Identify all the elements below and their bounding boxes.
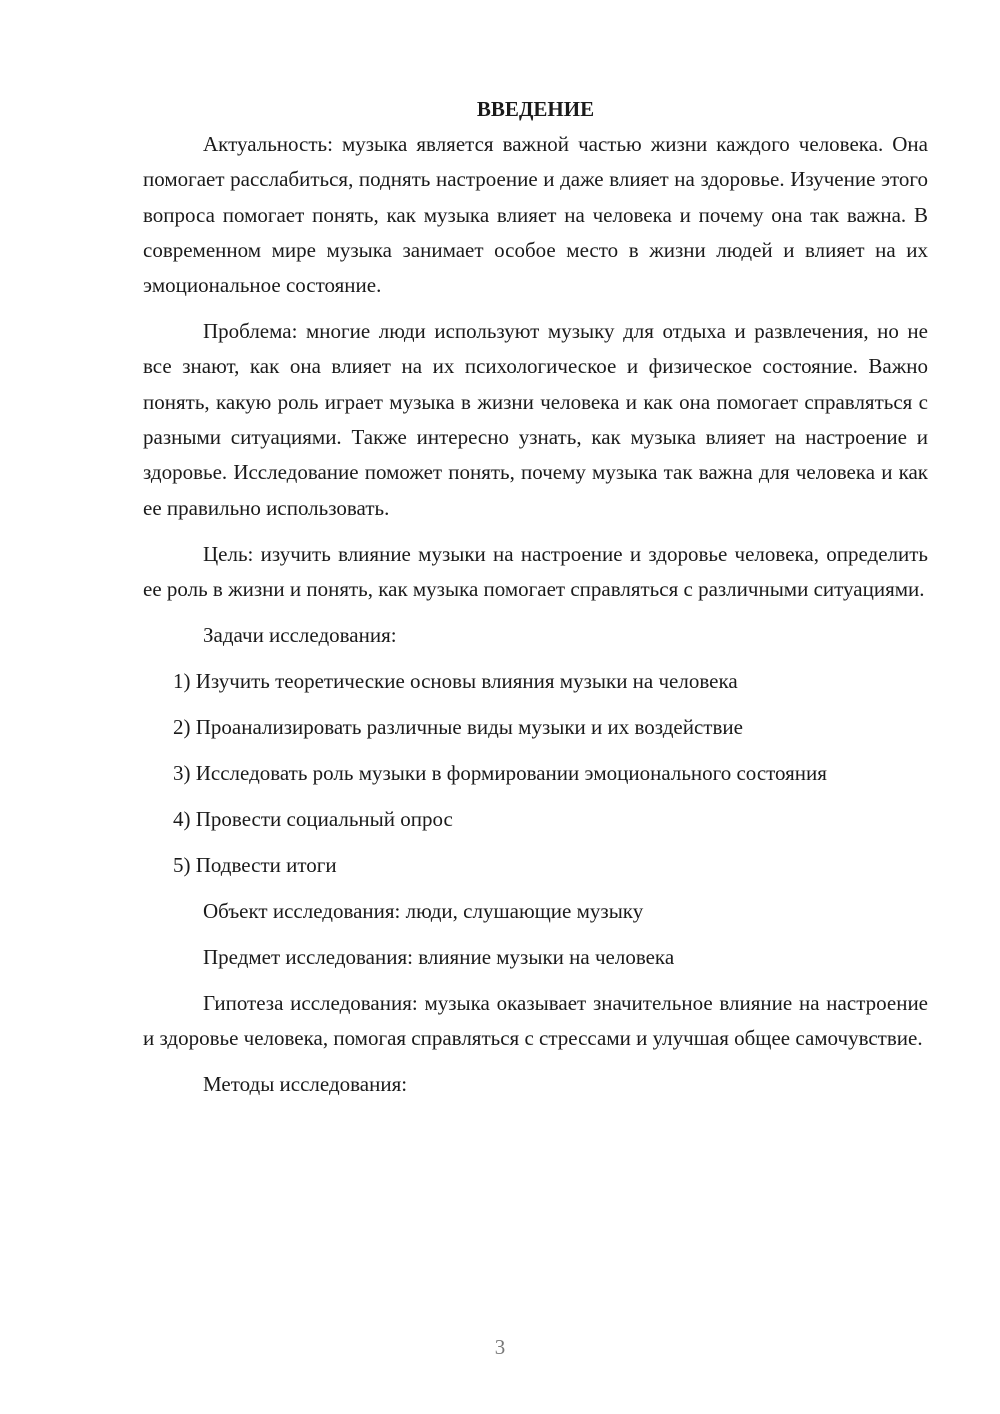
subject-paragraph: Предмет исследования: влияние музыки на человека [203,944,675,969]
goal-paragraph: Цель: изучить влияние музыки на настроение и здоровье человека, определить ее роль в жизни и понять, как музыка помогает справляться с различными ситуациями. [143,541,928,601]
relevance-paragraph: Актуальность: музыка является важной частью жизни каждого человека. Она помогает расслабиться, поднять настроение и даже влияет на здоровье. Изучение этого вопроса помогает понять, как музыка влияет на человека и почему она так важна. В современном мире музыка занимает особое место в жизни людей и влияет на их эмоциональное состояние. [143,132,928,298]
methods-heading: Методы исследования: [203,1072,408,1097]
document-page [143,92,928,1113]
section-title: ВВЕДЕНИЕ [476,97,595,121]
task-item: 1) Изучить теоретические основы влияния музыки на человека [173,668,738,693]
task-item: 3) Исследовать роль музыки в формировании эмоционального состояния [173,760,827,785]
tasks-heading: Задачи исследования: [203,622,397,647]
hypothesis-paragraph: Гипотеза исследования: музыка оказывает значительное влияние на настроение и здоровье человека, помогая справляться с стрессами и улучшая общее самочувствие. [143,990,928,1051]
problem-paragraph: Проблема: многие люди используют музыку для отдыха и развлечения, но не все знают, как она влияет на их психологическое и физическое состояние. Важно понять, какую роль играет музыка в жизни человека и как она помогает справляться с разными ситуациями. Также интересно узнать, как музыка влияет на настроение и здоровье. Исследование поможет понять, почему музыка так важна для человека и как ее правильно использовать. [143,319,928,520]
task-item: 4) Провести социальный опрос [173,806,453,831]
page-number: 3 [494,1335,506,1359]
object-paragraph: Объект исследования: люди, слушающие музыку [203,898,644,923]
task-item: 2) Проанализировать различные виды музыки и их воздействие [173,714,743,739]
task-item: 5) Подвести итоги [173,852,337,877]
